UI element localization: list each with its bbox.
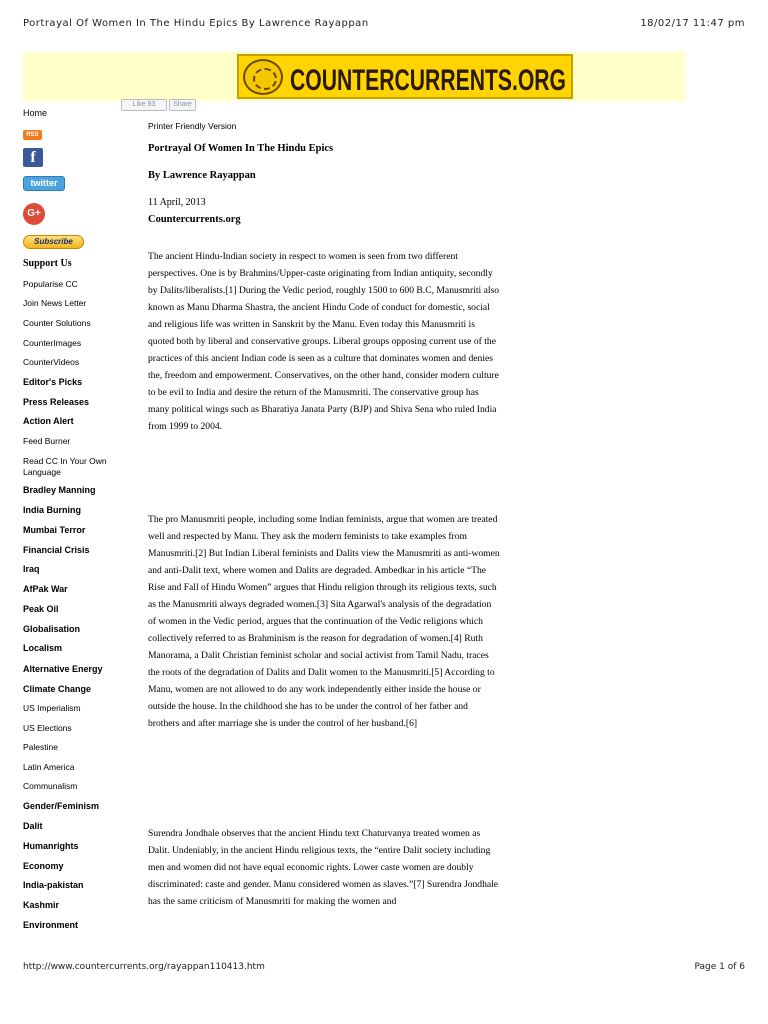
sidebar-item[interactable]: Counter Solutions bbox=[23, 318, 91, 328]
google-plus-label: G+ bbox=[27, 208, 41, 219]
twitter-label: twitter bbox=[30, 178, 58, 188]
sidebar-item[interactable]: Alternative Energy bbox=[23, 664, 103, 674]
article-author: By Lawrence Rayappan bbox=[148, 170, 256, 181]
subscribe-button[interactable] bbox=[23, 235, 84, 249]
logo-wordmark bbox=[287, 60, 569, 97]
sidebar-item[interactable]: CounterImages bbox=[23, 338, 82, 348]
sidebar-item[interactable]: Action Alert bbox=[23, 416, 74, 426]
rss-icon[interactable] bbox=[23, 130, 42, 140]
sidebar-item[interactable]: Financial Crisis bbox=[23, 545, 90, 555]
sidebar-item[interactable]: Latin America bbox=[23, 762, 75, 772]
print-header-datetime: 18/02/17 11:47 pm bbox=[640, 18, 745, 29]
print-footer-page-number: Page 1 of 6 bbox=[694, 962, 745, 972]
sidebar-home-link[interactable]: Home bbox=[23, 108, 48, 118]
sidebar-item[interactable]: Mumbai Terror bbox=[23, 525, 86, 535]
sidebar-item[interactable]: Localism bbox=[23, 643, 63, 653]
share-button[interactable]: Share bbox=[169, 99, 196, 111]
sidebar-item[interactable]: Communalism bbox=[23, 781, 78, 791]
twitter-icon[interactable] bbox=[23, 176, 65, 191]
facebook-label: f bbox=[30, 149, 36, 166]
sidebar-item[interactable]: AfPak War bbox=[23, 584, 68, 594]
sidebar-item[interactable]: Kashmir bbox=[23, 900, 60, 910]
logo-seal-icon bbox=[243, 59, 283, 95]
rss-label: RSS bbox=[26, 132, 39, 138]
sidebar-item[interactable]: Humanrights bbox=[23, 841, 79, 851]
sidebar-item[interactable]: US Elections bbox=[23, 723, 72, 733]
print-footer bbox=[23, 962, 745, 976]
sidebar-item[interactable]: Popularise CC bbox=[23, 279, 78, 289]
sidebar-item[interactable]: Peak Oil bbox=[23, 604, 59, 614]
site-banner bbox=[23, 52, 685, 101]
sidebar-item[interactable]: Economy bbox=[23, 861, 64, 871]
site-logo[interactable] bbox=[237, 54, 573, 99]
article-paragraph: The pro Manusmriti people, including some Indian feminists, argue that women are treated well and respected by Manu. They ask the modern feminists to take examples from Manusmriti.[2] But Indian Liberal feminists and Dalits view the Manusmriti as anti-women and anti-Dalit text, where women and Dalits are degraded. Ambedkar in his article “The Rise and Fall of Hindu Women” argues that Hindu religion through its religious texts, such as the Manusmriti always degraded women.[3] Sita Agarwal's analysis of the degradation of women in the Vedic period, argues that the continuation of the Vedic religions which collectively referred to as Brahminism is the reason for degradation of women.[4] Ruth Manorama, a Dalit Christian feminist scholar and social activist from Tamil Nadu, traces the roots of the degradation of Dalits and Dalit women to the Manusmriti.[5] According to Manu, women are not allowed to do any work independently either inside the house or outside the house. In the childhood she has to be under the control of her father and brothers and after marriage she is under the control of her husband.[6] bbox=[148, 514, 500, 729]
article-title: Portrayal Of Women In The Hindu Epics bbox=[148, 143, 334, 154]
sidebar-item[interactable]: Palestine bbox=[23, 742, 58, 752]
printer-friendly-link[interactable]: Printer Friendly Version bbox=[148, 121, 237, 131]
article-source: Countercurrents.org bbox=[148, 214, 241, 225]
sidebar-item[interactable]: Climate Change bbox=[23, 684, 92, 694]
sidebar-item[interactable]: CounterVideos bbox=[23, 357, 80, 367]
sidebar-item[interactable]: Read CC In Your Own Language bbox=[23, 456, 107, 477]
article-date: 11 April, 2013 bbox=[148, 197, 206, 208]
sidebar-item[interactable]: Press Releases bbox=[23, 397, 90, 407]
sidebar-item[interactable]: US Imperialism bbox=[23, 703, 81, 713]
sidebar-item[interactable]: Iraq bbox=[23, 564, 40, 574]
sidebar-item[interactable]: Dalit bbox=[23, 821, 43, 831]
facebook-icon[interactable] bbox=[23, 148, 43, 167]
sidebar-item[interactable]: Editor's Picks bbox=[23, 377, 83, 387]
sidebar-item[interactable]: Join News Letter bbox=[23, 298, 87, 308]
print-header bbox=[23, 18, 745, 32]
article-paragraph: Surendra Jondhale observes that the ancient Hindu text Chaturvanya treated women as Dalit. Undeniably, in the ancient Hindu religious texts, the “entire Dalit society including men and women did not have equal economic rights. Lower caste women are doubly discriminated: caste and gender. Manu considered women as slaves.”[7] Surendra Jondhale has the same criticism of Manusmriti for making the women and bbox=[148, 828, 499, 907]
sidebar-item[interactable]: Bradley Manning bbox=[23, 485, 96, 495]
sidebar-item[interactable]: Support Us bbox=[23, 258, 72, 269]
subscribe-label: Subscribe bbox=[34, 237, 73, 246]
facebook-like-button[interactable]: Like 93 bbox=[121, 99, 167, 111]
sidebar-item[interactable]: Gender/Feminism bbox=[23, 801, 100, 811]
google-plus-icon[interactable] bbox=[23, 203, 45, 225]
sidebar-item[interactable]: India Burning bbox=[23, 505, 81, 515]
sidebar-item[interactable]: Feed Burner bbox=[23, 436, 71, 446]
print-header-title: Portrayal Of Women In The Hindu Epics By Lawrence Rayappan bbox=[23, 18, 369, 29]
sidebar-item[interactable]: Globalisation bbox=[23, 624, 81, 634]
sidebar-item[interactable]: India-pakistan bbox=[23, 880, 84, 890]
svg-text:COUNTERCURRENTS.ORG: COUNTERCURRENTS.ORG bbox=[290, 64, 566, 97]
print-footer-url: http://www.countercurrents.org/rayappan110413.htm bbox=[23, 962, 265, 972]
sidebar-item[interactable]: Environment bbox=[23, 920, 79, 930]
article-paragraph: The ancient Hindu-Indian society in respect to women is seen from two different perspectives. One is by Brahmins/Upper-caste originating from Indian antiquity, secondly by Dalits/liberalists.[1] During the Vedic period, roughly 1500 to 600 B.C, Manusmriti also known as Manu Dharma Shastra, the ancient Hindu Code of conduct for domestic, social and religious life was written in Sanskrit by the Manu. Even today this Manusmriti is quoted both by liberal and conservative groups. Liberal groups opposing current use of the practices of this ancient Indian code is seen as a culture that dominates women and denies the, freedom and empowerment. Conservatives, on the other hand, consider modern culture to be evil to India and desire the return of the Manusmriti. The conservative group has many political wings such as Bharatiya Janata Party (BJP) and Shiva Sena who ruled India from 1999 to 2004. bbox=[148, 251, 500, 432]
